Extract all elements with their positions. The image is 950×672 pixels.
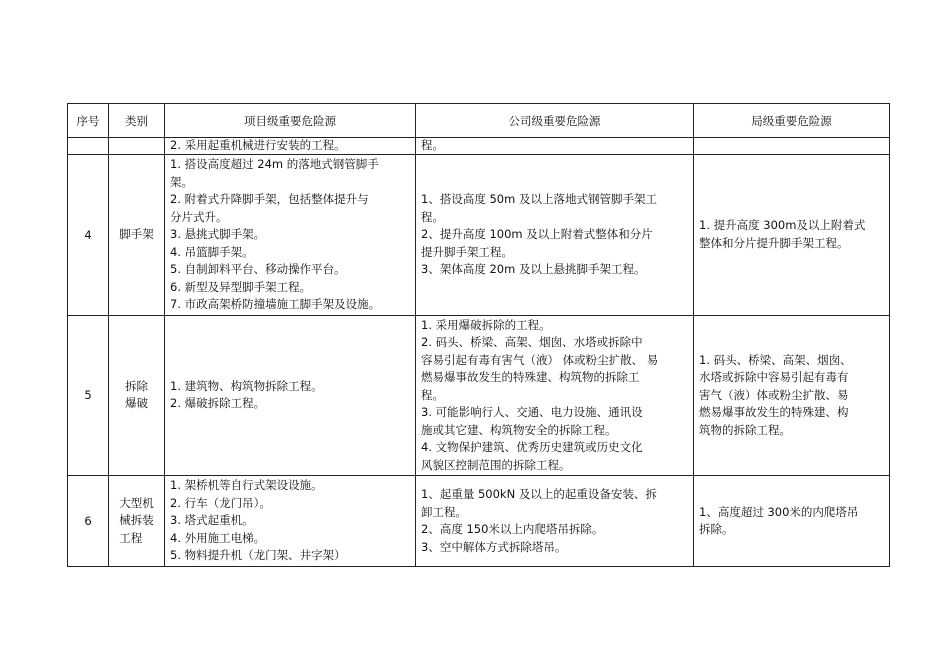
category-line: 工程: [119, 530, 143, 545]
category-line: 脚手架: [119, 227, 154, 241]
category-lines: [116, 226, 157, 244]
company-level-cell: [416, 476, 694, 567]
bureau-line: 害气（液）体或粉尘扩散、易: [699, 387, 849, 402]
project-line: 6. 新型及异型脚手架工程。: [170, 279, 312, 294]
hazard-source-table: [67, 103, 890, 567]
header-project-level: 项目级重要危险源: [165, 104, 416, 138]
header-num: 序号: [68, 104, 109, 138]
company-level-cell: [416, 315, 694, 476]
company-line: 3、架体高度 20m 及以上悬挑脚手架工程。: [421, 262, 646, 276]
header-company-level: 公司级重要危险源: [416, 104, 694, 138]
project-lines: [165, 377, 415, 414]
category-cell: [109, 315, 165, 476]
project-line: 2. 行车（龙门吊）。: [170, 495, 271, 510]
project-line: 2. 附着式升降脚手架，包括整体提升与: [170, 192, 369, 206]
table-row: [68, 476, 890, 567]
company-line: 3、空中解体方式拆除塔吊。: [421, 539, 567, 554]
project-lines: [165, 138, 415, 153]
company-lines: [416, 316, 693, 476]
project-level-cell: [165, 476, 416, 567]
company-lines: [416, 485, 693, 557]
project-line: 3. 塔式起重机。: [170, 513, 254, 527]
company-line: 程。: [421, 387, 444, 402]
project-line: 1. 架桥机等自行式架设设施。: [170, 478, 323, 492]
company-line: 燃易爆事故发生的特殊建、构筑物的拆除工: [421, 370, 640, 384]
project-line: 2. 采用起重机械进行安装的工程。: [170, 138, 346, 152]
company-lines: [416, 138, 693, 153]
bureau-lines: [694, 351, 889, 441]
project-line: 7. 市政高架桥防撞墙施工脚手架及设施。: [170, 297, 381, 311]
table-row: [68, 138, 890, 155]
company-line: 施或其它建、构筑物安全的拆除工程。: [421, 422, 617, 437]
bureau-level-cell: [694, 476, 890, 567]
category-line: 械拆装: [119, 513, 154, 528]
bureau-line: 1. 提升高度 300m及以上附着式: [699, 218, 866, 233]
company-line: 3. 可能影响行人、交通、电力设施、通讯设: [421, 405, 643, 419]
category-line: 拆除: [125, 378, 148, 393]
company-line: 4. 文物保护建筑、优秀历史建筑或历史文化: [421, 440, 643, 454]
row-number-cell: [68, 138, 109, 155]
project-lines: [165, 476, 415, 566]
bureau-line: 燃易爆事故发生的特殊建、构: [699, 405, 849, 419]
bureau-lines: [694, 216, 889, 253]
project-lines: [165, 155, 415, 315]
company-line: 2. 码头、桥梁、高架、烟囱、水塔或拆除中: [421, 335, 643, 349]
header-bureau-level: 局级重要危险源: [694, 104, 890, 138]
bureau-level-cell: [694, 315, 890, 476]
table-header-row: [68, 104, 890, 138]
company-line: 提升脚手架工程。: [421, 244, 513, 259]
project-line: 4. 吊篮脚手架。: [170, 244, 254, 259]
bureau-line: 水塔或拆除中容易引起有毒有: [699, 370, 849, 384]
table-body: [68, 138, 890, 567]
row-number-cell: 4: [68, 155, 109, 316]
project-line: 2. 爆破拆除工程。: [170, 396, 266, 411]
bureau-line: 整体和分片提升脚手架工程。: [699, 235, 849, 250]
company-line: 2、高度 150米以上内爬塔吊拆除。: [421, 522, 604, 536]
company-line: 1、搭设高度 50m 及以上落地式钢管脚手架工: [421, 192, 657, 206]
company-line: 卸工程。: [421, 504, 467, 519]
company-line: 程。: [421, 138, 444, 152]
company-lines: [416, 190, 693, 280]
bureau-line: 1、高度超过 300米的内爬塔吊: [699, 504, 859, 519]
project-line: 1. 搭设高度超过 24m 的落地式钢管脚手: [170, 157, 379, 171]
project-line: 分片式升。: [170, 209, 228, 224]
bureau-level-cell: [694, 155, 890, 316]
bureau-line: 拆除。: [699, 522, 734, 536]
row-number-cell: 6: [68, 476, 109, 567]
project-level-cell: [165, 155, 416, 316]
project-line: 5. 物料提升机（龙门架、井字架）: [170, 548, 346, 562]
bureau-lines: [694, 503, 889, 540]
category-lines: [122, 378, 151, 413]
company-level-cell: [416, 138, 694, 155]
category-cell: [109, 155, 165, 316]
table-row: [68, 315, 890, 476]
bureau-line: 1. 码头、桥梁、高架、烟囱、: [699, 352, 852, 367]
table-row: [68, 155, 890, 316]
category-line: 大型机: [119, 495, 154, 510]
company-line: 1、起重量 500kN 及以上的起重设备安装、拆: [421, 487, 657, 501]
company-line: 2、提升高度 100m 及以上附着式整体和分片: [421, 227, 653, 241]
category-cell: [109, 138, 165, 155]
project-line: 架。: [170, 174, 193, 189]
company-line: 风貌区控制范围的拆除工程。: [421, 457, 571, 472]
company-line: 程。: [421, 209, 444, 224]
project-line: 3. 悬挑式脚手架。: [170, 227, 266, 241]
category-cell: [109, 476, 165, 567]
company-line: 1. 采用爆破拆除的工程。: [421, 317, 551, 332]
row-number-cell: 5: [68, 315, 109, 476]
category-lines: [116, 495, 157, 548]
header-category: 类别: [109, 104, 165, 138]
project-line: 4. 外用施工电梯。: [170, 530, 266, 545]
company-level-cell: [416, 155, 694, 316]
project-line: 1. 建筑物、构筑物拆除工程。: [170, 378, 323, 393]
bureau-line: 筑物的拆除工程。: [699, 422, 791, 437]
project-level-cell: [165, 138, 416, 155]
company-line: 容易引起有毒有害气（液） 体或粉尘扩散、 易: [421, 352, 659, 367]
project-level-cell: [165, 315, 416, 476]
project-line: 5. 自制卸料平台、移动操作平台。: [170, 262, 346, 276]
bureau-level-cell: [694, 138, 890, 155]
category-line: 爆破: [125, 396, 148, 411]
